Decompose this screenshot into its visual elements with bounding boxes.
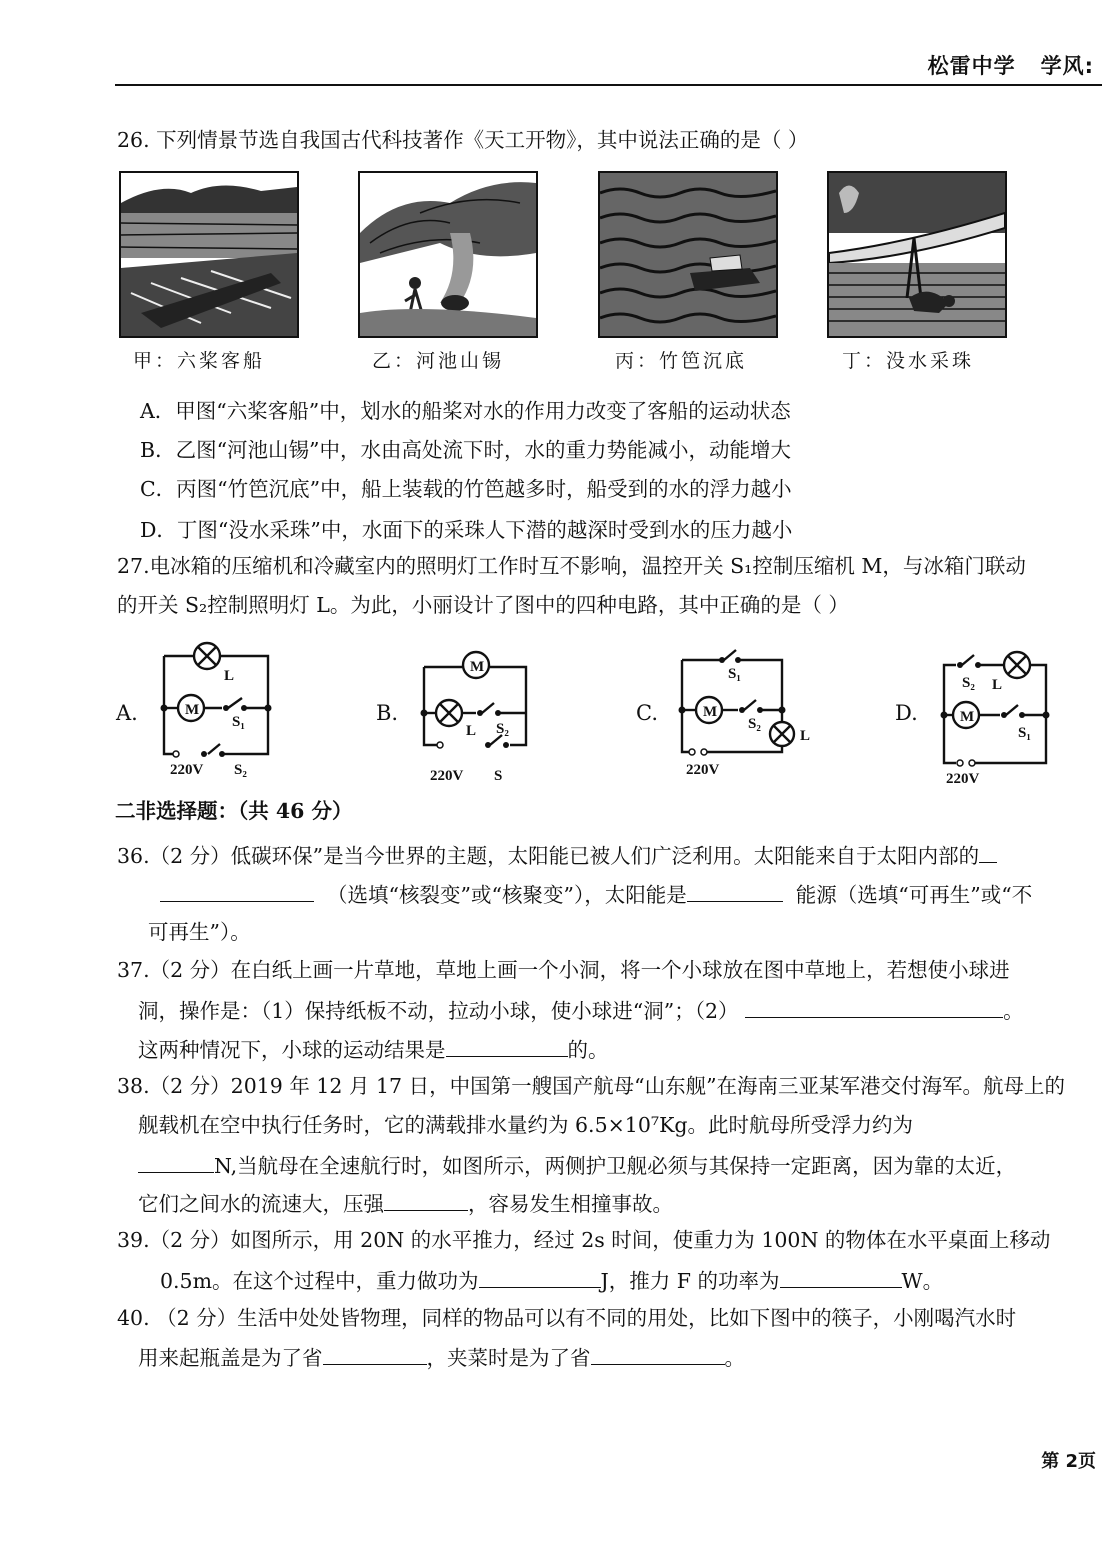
q40-blank-2[interactable] — [591, 1346, 725, 1365]
circuit-c-diagram — [670, 648, 820, 778]
caption-jia: 甲：六桨客船 — [133, 350, 266, 372]
q39-blank-1[interactable] — [479, 1269, 601, 1288]
circuit-a-diagram — [150, 640, 280, 780]
q38-text4a: 它们之间水的流速大，压强 — [138, 1192, 384, 1216]
circuit-c-s2-label: S₂ — [748, 716, 761, 732]
circuit-c-lamp-label: L — [800, 728, 811, 744]
q39-text2a: 0.5m。在这个过程中，重力做功为 — [160, 1269, 479, 1293]
circuit-d-s1-label: S₁ — [1018, 725, 1031, 741]
q36-line2 — [160, 883, 1032, 906]
section-2-title: 二非选择题：（共 46 分） — [115, 799, 353, 823]
circuit-d-lamp-label: L — [992, 677, 1003, 693]
illustration-bing — [598, 171, 778, 338]
header-rule — [115, 84, 1102, 86]
q38-text4b: ，容易发生相撞事故。 — [468, 1192, 673, 1216]
caption-yi: 乙：河池山锡 — [372, 350, 505, 372]
q39-line1: 39.（2 分）如图所示，用 20N 的水平推力，经过 2s 时间，使重力为 100N 的物体在水平桌面上移动 — [117, 1228, 1051, 1252]
caption-ding: 丁：没水采珠 — [842, 350, 975, 372]
q38-line3 — [138, 1154, 1016, 1177]
q38-line4 — [138, 1192, 673, 1215]
illustration-ding — [827, 171, 1007, 338]
circuit-d-diagram — [934, 645, 1064, 790]
circuit-a-lamp-label: L — [224, 668, 235, 684]
q37-text2-end: 。 — [1003, 999, 1024, 1023]
circuit-c-label: C. — [636, 701, 658, 725]
circuit-b-s2-label: S₂ — [496, 721, 509, 737]
q40-line1: 40. （2 分）生活中处处皆物理，同样的物品可以有不同的用处，比如下图中的筷子，小刚喝汽水时 — [117, 1306, 1017, 1330]
q37-text3a: 这两种情况下，小球的运动结果是 — [138, 1038, 446, 1062]
circuit-a-label: A. — [116, 701, 138, 725]
q38-text3: N,当航母在全速航行时，如图所示，两侧护卫舰必须与其保持一定距离，因为靠的太近， — [214, 1154, 1017, 1178]
circuit-d-label: D. — [895, 701, 918, 725]
circuit-c-s1-label: S₁ — [728, 666, 741, 682]
q38-blank-1[interactable] — [138, 1154, 214, 1173]
circuit-b-diagram — [410, 645, 540, 785]
q27-line2: 的开关 S₂控制照明灯 L。为此，小丽设计了图中的四种电路，其中正确的是（ ） — [117, 593, 849, 617]
q39-text2c: W。 — [901, 1269, 944, 1293]
circuit-b-voltage-label: 220V — [430, 768, 464, 784]
q38-blank-2[interactable] — [384, 1192, 468, 1211]
q36-blank-1a[interactable] — [979, 844, 997, 863]
circuit-d-voltage-label: 220V — [946, 771, 980, 787]
page-header — [928, 50, 1094, 80]
illustration-yi — [358, 171, 538, 338]
circuit-b-motor-label: M — [470, 659, 485, 675]
q38-line2: 舰载机在空中执行任务时，它的满载排水量约为 6.5×10⁷Kg。此时航母所受浮力约为 — [138, 1113, 914, 1137]
school-name: 松雷中学 — [927, 54, 1016, 78]
q39-line2 — [160, 1269, 943, 1292]
q26-option-a: A．甲图“六桨客船”中，划水的船桨对水的作用力改变了客船的运动状态 — [140, 399, 791, 423]
q37-blank-2[interactable] — [446, 1038, 568, 1057]
q39-text2b: J，推力 F 的功率为 — [600, 1269, 780, 1293]
q36-blank-1b[interactable] — [160, 883, 314, 902]
q40-line2 — [138, 1346, 745, 1369]
circuit-b-lamp-label: L — [466, 723, 477, 739]
q36-text2b: 能源（选填“可再生”或“不 — [795, 883, 1033, 907]
q37-text3b: 的。 — [567, 1038, 609, 1062]
q37-line2 — [138, 999, 1024, 1022]
circuit-c-motor-label: M — [703, 704, 718, 720]
q26-option-d: D．丁图“没水采珠”中，水面下的采珠人下潜的越深时受到水的压力越小 — [140, 518, 793, 542]
circuit-a-voltage-label: 220V — [170, 762, 204, 778]
circuit-c-voltage-label: 220V — [686, 762, 720, 778]
q37-line1: 37.（2 分）在白纸上画一片草地，草地上画一个小洞，将一个小球放在图中草地上，若想使小球进 — [117, 958, 1010, 982]
q38-line1: 38.（2 分）2019 年 12 月 17 日，中国第一艘国产航母“山东舰”在海南三亚某军港交付海军。航母上的 — [117, 1074, 1066, 1098]
circuit-d-motor-label: M — [960, 709, 975, 725]
q27-line1: 27.电冰箱的压缩机和冷藏室内的照明灯工作时互不影响，温控开关 S₁控制压缩机 M，与冰箱门联动 — [117, 554, 1026, 578]
q37-line3 — [138, 1038, 609, 1061]
q36-line3: 可再生”）。 — [148, 920, 251, 944]
q36-text1: 36.（2 分）低碳环保”是当今世界的主题，太阳能已被人们广泛利用。太阳能来自于太阳内部的 — [117, 844, 980, 868]
caption-bing: 丙：竹笆沉底 — [615, 350, 748, 372]
page-number: 第 2页 — [1041, 1451, 1096, 1472]
q40-blank-1[interactable] — [323, 1346, 427, 1365]
q26-option-c: C．丙图“竹笆沉底”中，船上装载的竹笆越多时，船受到的水的浮力越小 — [140, 477, 792, 501]
circuit-d-s2-label: S₂ — [962, 675, 975, 691]
circuit-a-s1-label: S₁ — [232, 714, 245, 730]
q26-stem: 26. 下列情景节选自我国古代科技著作《天工开物》，其中说法正确的是（ ） — [117, 128, 809, 152]
q26-option-b: B．乙图“河池山锡”中，水由高处流下时，水的重力势能减小，动能增大 — [140, 438, 792, 462]
circuit-b-s-label: S — [494, 768, 503, 784]
q40-text2a: 用来起瓶盖是为了省 — [138, 1346, 323, 1370]
q37-blank-1[interactable] — [745, 999, 1003, 1018]
q40-text2c: 。 — [724, 1346, 745, 1370]
q39-blank-2[interactable] — [780, 1269, 902, 1288]
circuit-a-s2-label: S₂ — [234, 762, 247, 778]
q36-text2a: （选填“核裂变”或“核聚变”），太阳能是 — [327, 883, 687, 907]
q36-line1 — [117, 844, 997, 867]
illustration-jia — [119, 171, 299, 338]
circuit-a-motor-label: M — [185, 702, 200, 718]
q37-text2: 洞，操作是：（1）保持纸板不动，拉动小球，使小球进“洞”；（2） — [138, 999, 739, 1023]
school-motto: 学风: — [1040, 54, 1094, 78]
q40-text2b: ，夹菜时是为了省 — [426, 1346, 591, 1370]
circuit-b-label: B. — [376, 701, 399, 725]
q36-blank-2[interactable] — [687, 883, 783, 902]
